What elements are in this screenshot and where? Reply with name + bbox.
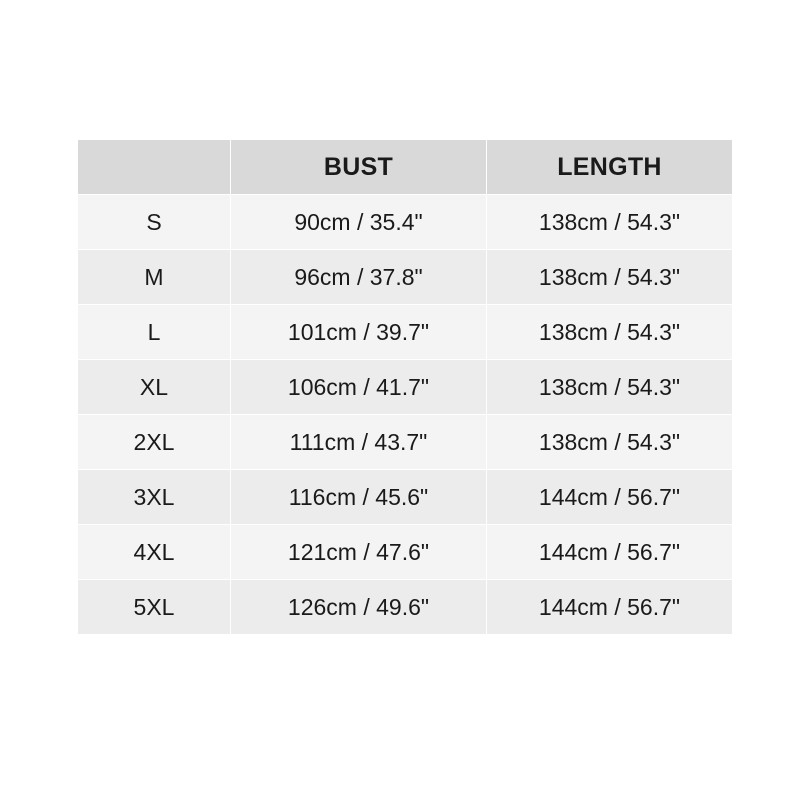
cell-size: S xyxy=(78,195,231,250)
table-header-bust: BUST xyxy=(231,140,487,195)
table-header xyxy=(78,140,733,195)
cell-length: 138cm / 54.3" xyxy=(487,195,733,250)
cell-size: 3XL xyxy=(78,470,231,525)
cell-size: 2XL xyxy=(78,415,231,470)
cell-length: 138cm / 54.3" xyxy=(487,415,733,470)
table-header-size xyxy=(78,140,231,195)
cell-bust: 101cm / 39.7" xyxy=(231,305,487,360)
table-row xyxy=(78,415,733,470)
cell-length: 144cm / 56.7" xyxy=(487,580,733,635)
table-body xyxy=(78,195,733,635)
cell-bust: 121cm / 47.6" xyxy=(231,525,487,580)
cell-length: 138cm / 54.3" xyxy=(487,250,733,305)
cell-bust: 111cm / 43.7" xyxy=(231,415,487,470)
cell-length: 138cm / 54.3" xyxy=(487,305,733,360)
size-chart-table xyxy=(77,139,733,635)
cell-size: 5XL xyxy=(78,580,231,635)
cell-bust: 106cm / 41.7" xyxy=(231,360,487,415)
table-header-row xyxy=(78,140,733,195)
cell-size: M xyxy=(78,250,231,305)
size-chart-container xyxy=(77,139,732,635)
table-row xyxy=(78,250,733,305)
table-row xyxy=(78,580,733,635)
table-row xyxy=(78,360,733,415)
cell-bust: 126cm / 49.6" xyxy=(231,580,487,635)
table-row xyxy=(78,305,733,360)
cell-length: 138cm / 54.3" xyxy=(487,360,733,415)
cell-bust: 90cm / 35.4" xyxy=(231,195,487,250)
cell-length: 144cm / 56.7" xyxy=(487,525,733,580)
cell-size: XL xyxy=(78,360,231,415)
cell-bust: 96cm / 37.8" xyxy=(231,250,487,305)
cell-size: 4XL xyxy=(78,525,231,580)
cell-length: 144cm / 56.7" xyxy=(487,470,733,525)
table-header-length: LENGTH xyxy=(487,140,733,195)
table-row xyxy=(78,195,733,250)
table-row xyxy=(78,525,733,580)
table-row xyxy=(78,470,733,525)
cell-bust: 116cm / 45.6" xyxy=(231,470,487,525)
cell-size: L xyxy=(78,305,231,360)
